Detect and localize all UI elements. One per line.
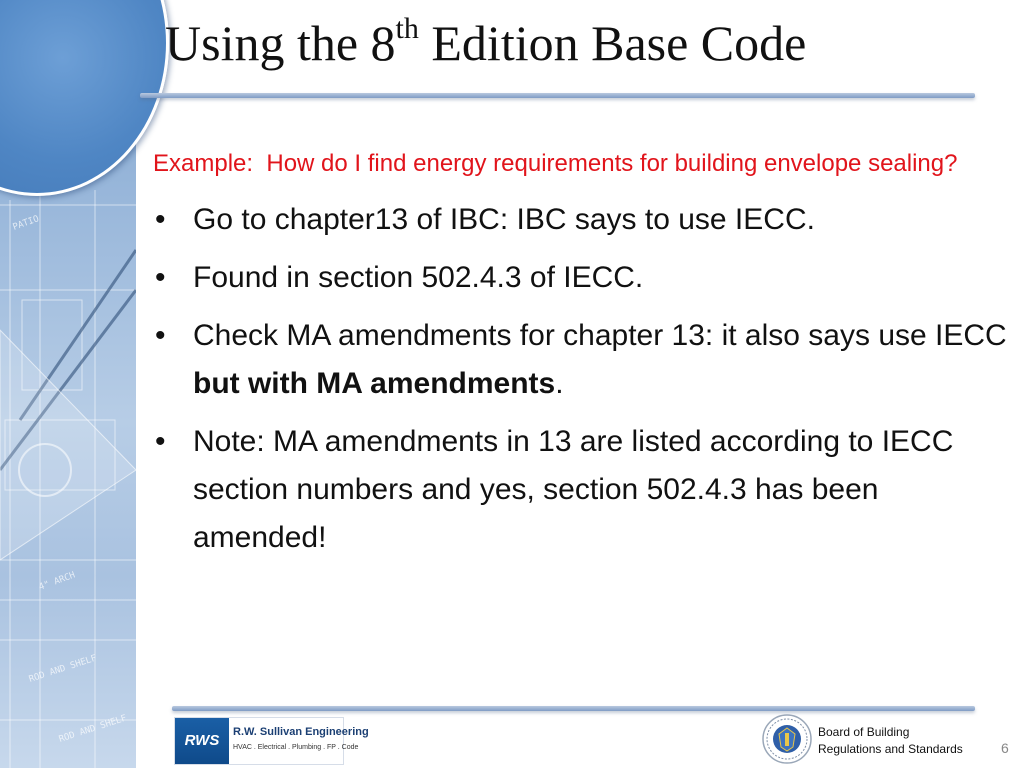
bullet-item: • Found in section 502.4.3 of IECC. [153, 254, 1015, 302]
corner-circle-decoration [0, 0, 169, 196]
page-number: 6 [1001, 740, 1009, 756]
agency-name-line: Regulations and Standards [818, 742, 963, 756]
rws-logo-tagline: HVAC . Electrical . Plumbing . FP . Code [233, 744, 359, 751]
bullet-item [153, 312, 1015, 408]
blueprint-label: PATIO [11, 214, 41, 233]
agency-name-line: Board of Building [818, 725, 910, 739]
footer-divider [172, 706, 975, 711]
blueprint-label: 4" ARCH [37, 570, 77, 593]
blueprint-label: ROD AND SHELF [57, 713, 128, 745]
example-question: Example: How do I find energy requirements for building envelope sealing? [153, 150, 958, 177]
bullet-item: • Note: MA amendments in 13 are listed according to IECC section numbers and yes, section 502.4.3 has been amended! [153, 418, 1015, 562]
title-main: Using the 8 [165, 15, 396, 71]
slide-title [165, 8, 1015, 78]
bullet-bold-text: but with MA amendments [193, 367, 556, 400]
blueprint-label: ROD AND SHELF [27, 653, 98, 685]
bullet-text: Check MA amendments for chapter 13: it also says use IECC [193, 319, 1007, 352]
agency-name [818, 724, 963, 758]
bullet-item: • Go to chapter13 of IBC: IBC says to use IECC. [153, 196, 1015, 244]
state-seal-icon [762, 714, 812, 764]
rws-logo [174, 717, 369, 765]
title-divider [140, 93, 975, 98]
rws-logo-mark: RWS [175, 718, 229, 764]
bullet-text: . [555, 367, 564, 400]
title-superscript: th [395, 12, 419, 46]
rws-logo-name: R.W. Sullivan Engineering [233, 726, 369, 738]
bullet-list [153, 196, 1015, 562]
slide-body [153, 146, 1015, 572]
title-rest: Edition Base Code [418, 15, 807, 71]
